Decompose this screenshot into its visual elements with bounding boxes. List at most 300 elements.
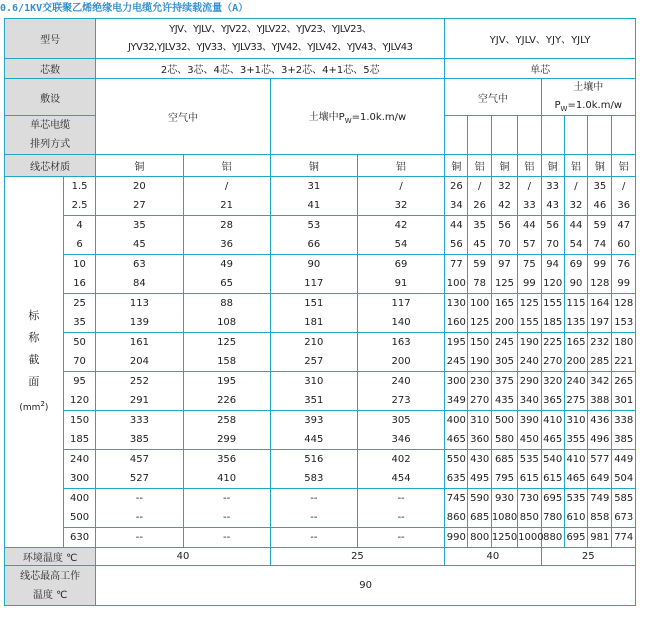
ampacity-value: 450	[519, 434, 539, 445]
ampacity-value: 200	[566, 356, 586, 367]
env-temp-value: 40	[445, 548, 541, 566]
ampacity-value: 780	[543, 512, 563, 523]
size-cell	[63, 177, 95, 216]
ampacity-value: 120	[543, 278, 563, 289]
value-cell	[518, 216, 541, 255]
value-cell	[357, 489, 444, 528]
aluminum-label: 铝	[612, 155, 636, 177]
size-cell	[63, 489, 95, 528]
ampacity-value: --	[397, 532, 405, 543]
size-value: 500	[70, 512, 90, 523]
value-cell	[518, 333, 541, 372]
value-cell	[518, 489, 541, 528]
value-cell	[491, 450, 517, 489]
max-temp-label-1: 线芯最高工作	[20, 570, 81, 582]
arr-7	[588, 116, 612, 155]
value-cell	[96, 489, 183, 528]
value-cell	[445, 216, 468, 255]
size-value: 95	[73, 376, 86, 387]
copper-label: 铜	[445, 155, 468, 177]
ampacity-value: 117	[391, 298, 411, 309]
ampacity-value: --	[310, 532, 318, 543]
model-label: 型号	[5, 19, 96, 59]
value-cell	[612, 216, 636, 255]
ampacity-value: 349	[446, 395, 466, 406]
ampacity-value: 465	[446, 434, 466, 445]
value-cell	[270, 489, 357, 528]
ampacity-value: 42	[498, 200, 511, 211]
ampacity-value: 454	[391, 473, 411, 484]
ampacity-value: 457	[129, 454, 149, 465]
value-cell	[183, 489, 270, 528]
laying-label: 敷设	[5, 79, 96, 116]
ampacity-value: /	[477, 181, 482, 192]
value-cell	[270, 528, 357, 548]
ampacity-value: 685	[494, 454, 515, 465]
ampacity-value: 44	[449, 220, 463, 231]
ampacity-value: 1250	[491, 532, 518, 543]
ampacity-value: 583	[304, 473, 324, 484]
value-cell	[518, 528, 544, 548]
size-value: 35	[73, 317, 86, 328]
ampacity-value: 190	[519, 337, 539, 348]
value-cell	[183, 177, 270, 216]
ampacity-value: 99	[617, 278, 631, 289]
size-cell	[63, 528, 95, 548]
size-value: 400	[70, 493, 90, 504]
value-cell	[357, 216, 444, 255]
ampacity-value: --	[310, 512, 318, 523]
table-row	[5, 216, 636, 255]
ampacity-value: 300	[446, 376, 466, 387]
ampacity-value: 45	[133, 239, 146, 250]
ampacity-value: 265	[614, 376, 634, 387]
soil-sub: W	[344, 117, 352, 125]
ampacity-value: 97	[498, 259, 511, 270]
size-value: 240	[70, 454, 90, 465]
env-temp-value: 40	[96, 548, 270, 566]
value-cell	[183, 255, 270, 294]
ampacity-value: 273	[391, 395, 411, 406]
ampacity-value: 204	[129, 356, 149, 367]
size-cell	[63, 216, 95, 255]
value-cell	[183, 294, 270, 333]
ampacity-value: --	[397, 493, 405, 504]
unit-sup: 2	[40, 400, 45, 408]
ampacity-value: 59	[473, 259, 487, 270]
value-cell	[183, 450, 270, 489]
ampacity-value: 245	[494, 337, 515, 348]
size-value: 300	[70, 473, 90, 484]
section-label-char: 标	[28, 309, 40, 322]
ampacity-value: 795	[494, 473, 515, 484]
ampacity-value: 26	[473, 200, 487, 211]
ampacity-value: 190	[470, 356, 490, 367]
ampacity-value: 66	[307, 239, 321, 250]
ampacity-value: 649	[590, 473, 610, 484]
ampacity-value: 69	[569, 259, 583, 270]
ampacity-value: 221	[614, 356, 634, 367]
ampacity-value: --	[135, 532, 143, 543]
aluminum-label: 铝	[518, 155, 541, 177]
ampacity-value: --	[135, 493, 143, 504]
value-cell	[445, 450, 468, 489]
ampacity-value: 128	[614, 298, 634, 309]
ampacity-value: 113	[129, 298, 149, 309]
value-cell	[518, 294, 541, 333]
ampacity-value: /	[399, 181, 403, 192]
ampacity-value: 27	[133, 200, 146, 211]
ampacity-value: 165	[494, 298, 515, 309]
ampacity-value: 990	[446, 532, 466, 543]
aluminum-label: 铝	[564, 155, 587, 177]
value-cell	[588, 372, 612, 411]
ampacity-value: 59	[593, 220, 607, 231]
ampacity-value: 33	[522, 200, 536, 211]
multi-in-soil	[270, 79, 444, 155]
ampacity-value: 355	[566, 434, 586, 445]
ampacity-value: --	[223, 532, 231, 543]
ampacity-value: /	[224, 181, 229, 192]
ampacity-value: 270	[543, 356, 563, 367]
ampacity-table	[4, 18, 636, 606]
ampacity-value: 117	[304, 278, 324, 289]
ampacity-value: 356	[217, 454, 237, 465]
value-cell	[612, 528, 636, 548]
section-label-char: 称	[28, 331, 40, 344]
ampacity-value: 981	[590, 532, 610, 543]
table-row	[5, 177, 636, 216]
copper-label: 铜	[96, 155, 183, 177]
arrangement-label-1: 单芯电缆	[30, 120, 71, 131]
ampacity-value: 155	[543, 298, 563, 309]
value-cell	[541, 216, 564, 255]
ampacity-value: 54	[394, 239, 408, 250]
size-value: 185	[70, 434, 90, 445]
value-cell	[564, 177, 587, 216]
ampacity-value: 46	[593, 200, 607, 211]
value-cell	[612, 294, 636, 333]
env-temp-value: 25	[541, 548, 636, 566]
ampacity-value: 57	[522, 239, 536, 250]
value-cell	[468, 372, 491, 411]
value-cell	[541, 372, 564, 411]
ampacity-value: 100	[470, 298, 490, 309]
value-cell	[96, 450, 183, 489]
value-cell	[491, 411, 517, 450]
size-value: 120	[70, 395, 90, 406]
copper-label: 铜	[588, 155, 612, 177]
section-label-char: 面	[28, 375, 40, 388]
ampacity-value: 160	[446, 317, 466, 328]
value-cell	[541, 528, 564, 548]
value-cell	[564, 411, 587, 450]
ampacity-value: 516	[304, 454, 324, 465]
value-cell	[612, 255, 636, 294]
ampacity-value: 1080	[491, 512, 518, 523]
ampacity-value: 290	[519, 376, 539, 387]
arr-4	[518, 116, 541, 155]
ampacity-value: 310	[470, 415, 490, 426]
value-cell	[518, 450, 541, 489]
value-cell	[270, 255, 357, 294]
ampacity-value: 590	[470, 493, 490, 504]
multi-core-models	[96, 19, 445, 59]
material-label: 线芯材质	[5, 155, 96, 177]
table-row	[5, 489, 636, 528]
value-cell	[96, 216, 183, 255]
ampacity-value: 195	[446, 337, 466, 348]
ampacity-value: 500	[494, 415, 515, 426]
ampacity-value: 45	[473, 239, 487, 250]
ampacity-value: 84	[133, 278, 146, 289]
value-cell	[357, 294, 444, 333]
ampacity-value: 35	[593, 181, 607, 192]
value-cell	[588, 450, 612, 489]
ampacity-value: 42	[394, 220, 408, 231]
ampacity-value: 858	[590, 512, 610, 523]
single-soil-line-2: $P_W=1.0k.m/w$	[554, 100, 622, 113]
ampacity-value: 333	[129, 415, 149, 426]
max-temp-row	[5, 566, 636, 606]
ampacity-value: 153	[614, 317, 634, 328]
ampacity-value: 360	[470, 434, 490, 445]
env-temp-label: 环境温度 ℃	[5, 548, 96, 566]
ampacity-value: 365	[543, 395, 563, 406]
value-cell	[588, 294, 612, 333]
size-cell	[63, 372, 95, 411]
aluminum-label: 铝	[468, 155, 491, 177]
size-value: 150	[70, 415, 90, 426]
ampacity-value: 730	[519, 493, 539, 504]
ampacity-value: 435	[494, 395, 515, 406]
size-value: 25	[73, 298, 86, 309]
ampacity-value: 151	[304, 298, 324, 309]
size-value: 70	[73, 356, 86, 367]
ampacity-value: 410	[217, 473, 237, 484]
ampacity-value: 195	[217, 376, 237, 387]
ampacity-value: 685	[470, 512, 490, 523]
ampacity-value: 28	[220, 220, 233, 231]
ampacity-value: 695	[543, 493, 563, 504]
value-cell	[564, 450, 587, 489]
max-temp-label-2: 温度 ℃	[32, 589, 68, 601]
ampacity-value: 615	[519, 473, 539, 484]
ampacity-value: 351	[304, 395, 324, 406]
ampacity-value: 390	[519, 415, 539, 426]
single-core-models: YJV、YJLV、YJY、YJLY	[445, 19, 636, 59]
value-cell	[491, 216, 517, 255]
ampacity-value: 90	[569, 278, 583, 289]
value-cell	[468, 255, 491, 294]
value-cell	[183, 411, 270, 450]
soil-suffix: =1.0k.m/w	[351, 112, 407, 123]
value-cell	[270, 333, 357, 372]
value-cell	[541, 255, 564, 294]
ampacity-value: 70	[546, 239, 560, 250]
ampacity-value: 41	[307, 200, 321, 211]
section-label	[5, 177, 64, 548]
ampacity-value: 44	[569, 220, 583, 231]
ampacity-value: 75	[522, 259, 536, 270]
ampacity-value: 245	[446, 356, 466, 367]
ampacity-value: 258	[217, 415, 237, 426]
single-in-soil	[541, 79, 636, 116]
value-cell	[183, 333, 270, 372]
ampacity-value: 128	[590, 278, 610, 289]
value-cell	[468, 216, 491, 255]
ampacity-value: 56	[546, 220, 560, 231]
ampacity-value: 225	[543, 337, 563, 348]
value-cell	[564, 255, 587, 294]
ampacity-value: 610	[566, 512, 586, 523]
value-cell	[541, 450, 564, 489]
value-cell	[445, 411, 468, 450]
ampacity-value: 930	[494, 493, 515, 504]
value-cell	[468, 450, 491, 489]
ampacity-value: 21	[220, 200, 233, 211]
ampacity-value: 125	[470, 317, 490, 328]
ampacity-value: 338	[614, 415, 634, 426]
ampacity-value: 165	[566, 337, 586, 348]
value-cell	[357, 450, 444, 489]
ampacity-value: 535	[566, 493, 586, 504]
single-core-count: 单芯	[445, 59, 636, 79]
size-value: 50	[73, 337, 86, 348]
ampacity-value: 130	[446, 298, 466, 309]
value-cell	[564, 528, 587, 548]
ampacity-value: 305	[494, 356, 515, 367]
value-cell	[468, 333, 491, 372]
ampacity-value: 230	[470, 376, 490, 387]
ampacity-value: 465	[566, 473, 586, 484]
ampacity-value: 535	[519, 454, 539, 465]
size-value: 16	[73, 278, 86, 289]
value-cell	[445, 372, 468, 411]
arr-6	[564, 116, 587, 155]
ampacity-value: 860	[446, 512, 466, 523]
arr-8	[612, 116, 636, 155]
ampacity-value: 35	[133, 220, 146, 231]
size-value: 1.5	[71, 181, 88, 192]
ampacity-value: 850	[519, 512, 539, 523]
ampacity-value: 375	[494, 376, 515, 387]
ampacity-value: 20	[133, 181, 146, 192]
cores-label: 芯数	[5, 59, 96, 79]
ampacity-value: /	[622, 181, 626, 192]
ampacity-value: 342	[590, 376, 610, 387]
ampacity-value: 26	[449, 181, 463, 192]
value-cell	[518, 411, 541, 450]
ampacity-value: 63	[133, 259, 146, 270]
ampacity-value: 270	[470, 395, 490, 406]
value-cell	[357, 372, 444, 411]
value-cell	[564, 372, 587, 411]
soil-prefix: 土壤中P	[308, 112, 345, 123]
max-temp-value: 90	[96, 566, 636, 606]
ampacity-value: 35	[473, 220, 487, 231]
value-cell	[96, 411, 183, 450]
ampacity-value: 56	[498, 220, 511, 231]
value-cell	[588, 177, 612, 216]
value-cell	[518, 255, 541, 294]
value-cell	[468, 411, 491, 450]
value-cell	[612, 177, 636, 216]
ampacity-value: 74	[593, 239, 607, 250]
ampacity-value: 125	[519, 298, 539, 309]
ampacity-value: 774	[614, 532, 634, 543]
ampacity-value: 745	[446, 493, 466, 504]
value-cell	[491, 177, 517, 216]
ampacity-value: 410	[543, 415, 563, 426]
ampacity-value: 32	[498, 181, 511, 192]
ampacity-value: --	[223, 493, 231, 504]
size-value: 6	[76, 239, 83, 250]
copper-label: 铜	[541, 155, 564, 177]
ampacity-value: 585	[614, 493, 634, 504]
ampacity-value: 257	[304, 356, 324, 367]
ampacity-value: 320	[543, 376, 563, 387]
ampacity-value: 200	[494, 317, 515, 328]
ampacity-value: 550	[446, 454, 466, 465]
ampacity-value: 47	[617, 220, 631, 231]
size-cell	[63, 255, 95, 294]
ampacity-value: 449	[614, 454, 634, 465]
ampacity-value: 1000	[518, 532, 544, 543]
ampacity-value: 252	[129, 376, 149, 387]
ampacity-value: /	[527, 181, 532, 192]
ampacity-value: 158	[217, 356, 237, 367]
ampacity-value: 210	[304, 337, 324, 348]
ampacity-value: 163	[391, 337, 411, 348]
ampacity-value: 49	[220, 259, 233, 270]
material-row	[5, 155, 636, 177]
size-value: 2.5	[71, 200, 88, 211]
ampacity-value: 161	[129, 337, 149, 348]
table-row	[5, 372, 636, 411]
size-cell	[63, 333, 95, 372]
ampacity-value: 164	[590, 298, 610, 309]
ampacity-value: 33	[546, 181, 560, 192]
ampacity-value: 77	[449, 259, 463, 270]
value-cell	[183, 216, 270, 255]
value-cell	[468, 294, 491, 333]
size-cell	[63, 450, 95, 489]
value-cell	[270, 294, 357, 333]
ampacity-value: 430	[470, 454, 490, 465]
value-cell	[445, 489, 468, 528]
ampacity-value: 78	[473, 278, 487, 289]
ampacity-value: 445	[304, 434, 324, 445]
ampacity-value: 393	[304, 415, 324, 426]
ampacity-value: 305	[391, 415, 411, 426]
value-cell	[96, 294, 183, 333]
table-row	[5, 450, 636, 489]
value-cell	[541, 294, 564, 333]
ampacity-value: 410	[566, 454, 586, 465]
ampacity-value: 385	[129, 434, 149, 445]
ampacity-value: 31	[307, 181, 321, 192]
ampacity-value: 32	[394, 200, 408, 211]
value-cell	[270, 216, 357, 255]
size-value: 630	[70, 532, 90, 543]
value-cell	[518, 177, 541, 216]
value-cell	[183, 528, 270, 548]
ampacity-value: 69	[394, 259, 408, 270]
size-cell	[63, 411, 95, 450]
ampacity-value: 185	[543, 317, 563, 328]
ampacity-value: 527	[129, 473, 149, 484]
